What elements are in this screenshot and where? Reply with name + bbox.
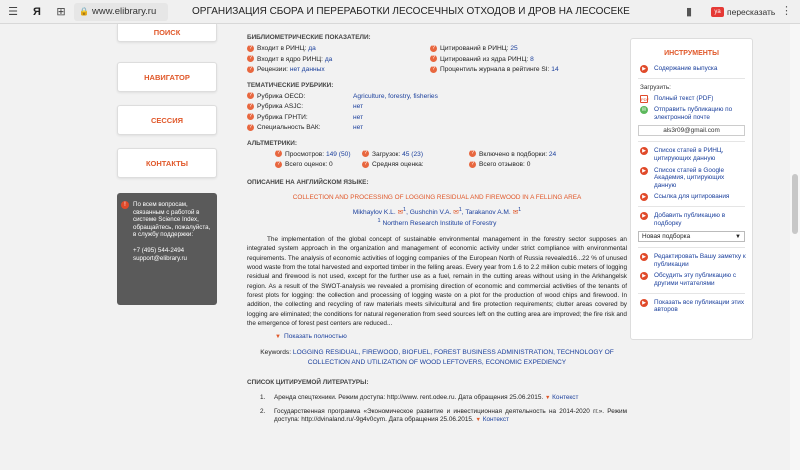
send-email-link[interactable] <box>631 106 752 121</box>
left-nav <box>117 24 217 191</box>
help-icon[interactable]: ? <box>248 55 253 62</box>
tools-panel <box>630 38 753 340</box>
download-label: Загрузить: <box>640 83 671 91</box>
page-title: ОРГАНИЗАЦИЯ СБОРА И ПЕРЕРАБОТКИ ЛЕСОСЕЧНЫХ ОТХОДОВ И ДРОВ НА ЛЕСОСЕКЕ <box>192 6 630 17</box>
full-text-link[interactable] <box>631 95 752 103</box>
help-icon[interactable]: ? <box>248 113 253 120</box>
browser-toolbar <box>0 0 800 24</box>
help-icon[interactable]: ? <box>431 44 436 51</box>
arrow-right-icon: ▶ <box>640 167 648 175</box>
arrow-right-icon: ▶ <box>640 193 648 201</box>
arrow-right-icon: ▶ <box>640 65 648 73</box>
arrow-right-icon: ▶ <box>640 212 648 220</box>
views-value[interactable]: 149 (50) <box>325 150 351 158</box>
divider <box>638 293 745 294</box>
arrow-right-icon: ▶ <box>640 253 648 261</box>
author-link[interactable]: Tarakanov A.M. <box>465 208 511 216</box>
ref-item <box>247 408 627 425</box>
help-icon[interactable]: ? <box>276 160 281 167</box>
help-icon[interactable]: ? <box>248 44 253 51</box>
divider <box>638 247 745 248</box>
refs-list <box>247 394 627 425</box>
collection-select-value: Новая подборка <box>642 233 691 241</box>
help-icon[interactable]: ? <box>248 102 253 109</box>
send-label: Отправить публикацию по электронной почте <box>654 106 733 121</box>
show-all-link[interactable] <box>631 299 752 314</box>
rinc-label: Входит в РИНЦ: <box>257 45 307 52</box>
email-icon[interactable]: ✉ <box>512 208 519 216</box>
cite-label: Ссылка для цитирования <box>654 193 730 201</box>
divider <box>638 141 745 142</box>
reviews-label: Рецензии: <box>257 66 289 73</box>
yandex-logo-icon[interactable]: Я <box>33 6 41 18</box>
aff-num: 1 <box>377 217 381 224</box>
divider <box>638 206 745 207</box>
email-input[interactable]: als3r09@gmail.com <box>638 125 745 136</box>
nav-session-button[interactable]: СЕССИЯ <box>117 105 217 135</box>
address-bar[interactable] <box>74 3 168 21</box>
info-icon: ! <box>121 201 129 209</box>
aff-num: 1 <box>518 206 522 213</box>
downloads-label: Загрузок: <box>372 150 401 158</box>
avg-label: Средняя оценка: <box>372 161 424 168</box>
main-content <box>247 24 627 425</box>
nav-search-button[interactable]: ПОИСК <box>117 24 217 42</box>
edit-note-label: Редактировать Вашу заметку к публикации <box>654 253 746 268</box>
support-info-box <box>117 193 217 305</box>
reviews-total-label: Всего отзывов: <box>479 161 525 168</box>
institution <box>247 218 627 227</box>
support-text: По всем вопросам, связанным с работой в системе Science Index, обращайтесь, пожалуйста, в службу поддержки: <box>133 201 211 239</box>
rubrics-title: ТЕМАТИЧЕСКИЕ РУБРИКИ: <box>247 81 334 89</box>
help-icon[interactable]: ? <box>363 150 368 157</box>
ref-num: 1. <box>260 394 266 402</box>
ref-num: 2. <box>260 407 266 415</box>
rinc-value[interactable]: да <box>308 45 316 52</box>
institution-link[interactable]: Northern Research Institute of Forestry <box>382 219 497 227</box>
cite-link[interactable] <box>631 193 752 201</box>
support-email[interactable]: support@elibrary.ru <box>133 254 187 262</box>
triangle-down-icon: ▼ <box>475 417 481 424</box>
oecd-value[interactable]: Agriculture, forestry, fisheries <box>353 92 438 100</box>
help-icon[interactable]: ? <box>276 150 281 157</box>
toc-label: Содержание выпуска <box>654 65 718 72</box>
pdf-icon: PDF <box>641 96 649 102</box>
cit-rinc-label: Цитирований в РИНЦ: <box>440 45 509 52</box>
email-icon[interactable]: ✉ <box>397 208 404 216</box>
help-icon[interactable]: ? <box>470 150 475 157</box>
abstract: The implementation of the global concept of sustainable environmental management in the forestry sector supposes an integrated system approach in the organization and management of economic activity under strict compliance with environmental requirements. The analysis of economic activities of logging companies of the European North of Russia revealed16...22 % of unused wood waste from the total harvested and exported timber in the felling areas. Every year from 1.6 to 2.2 million cubic meters of logging residual and firewood is not used, except for the further use as a fuel, remain in the cutting areas without using in the Arkhangelsk region. As a result of the SWOT-analysis we revealed a promising direction of economic and commercial activities of the tenants of forest plots for logging: the collection and processing of logging waste on a plot for the production of wood chips and firewood. In addition, the collecting and recycling of raw materials meets silvicultural and fire protection requirements; clutter areas covered by logging are eliminated; the conditions for natural regeneration from seed sources left on the cutting area are improved; the fire risk and the emergence of forest pest centers are reduced... <box>247 235 627 327</box>
english-title: ОПИСАНИЕ НА АНГЛИЙСКОМ ЯЗЫКЕ: <box>247 178 369 186</box>
core-value[interactable]: да <box>324 55 333 63</box>
nav-contacts-button[interactable]: КОНТАКТЫ <box>117 148 217 178</box>
show-all-label: Показать все публикации этих авторов <box>654 298 745 314</box>
cit-core-value[interactable]: 8 <box>530 55 534 63</box>
help-icon[interactable]: ? <box>248 123 253 130</box>
ratings-value: 0 <box>329 161 333 168</box>
show-full-link[interactable] <box>247 333 627 340</box>
percentile-value[interactable]: 14 <box>551 66 559 73</box>
help-icon[interactable]: ? <box>431 65 436 72</box>
reviews-value[interactable]: нет данных <box>289 66 325 73</box>
discuss-label: Обсудить эту публикацию с другими читателями <box>654 272 737 287</box>
page-scrollbar[interactable] <box>790 24 800 470</box>
altmetrics-title: АЛЬТМЕТРИКИ: <box>247 139 297 147</box>
triangle-down-icon: ▼ <box>275 334 281 341</box>
vak-value[interactable]: нет <box>353 124 364 131</box>
keywords-label: Keywords: <box>260 349 292 357</box>
ref-context-link[interactable]: Контекст <box>482 416 509 424</box>
bookmarks-icon[interactable]: ⊞ <box>56 6 66 18</box>
cit-core-label: Цитирований из ядра РИНЦ: <box>440 55 529 63</box>
menu-icon[interactable]: ☰ <box>8 6 18 18</box>
add-collection-label: Добавить публикацию в подборку <box>654 211 726 227</box>
help-icon[interactable]: ? <box>470 160 475 167</box>
lock-icon: 🔒 <box>79 7 89 16</box>
scrollbar-thumb[interactable] <box>792 174 798 234</box>
reviews-total-value: 0 <box>526 161 531 168</box>
downloads-value[interactable]: 45 (23) <box>402 150 424 158</box>
cit-rinc-list-label: Список статей в РИНЦ, цитирующих данную <box>654 147 724 162</box>
email-icon[interactable]: ✉ <box>453 208 459 216</box>
ref-context-link[interactable]: Контекст <box>552 394 579 402</box>
arrow-right-icon: ▶ <box>640 299 648 307</box>
keywords <box>247 348 627 367</box>
ref-item <box>247 394 627 403</box>
tools-title: ИНСТРУМЕНТЫ <box>664 50 719 57</box>
ref-text: Аренда спецтехники. Режим доступа: http://www. rent.odee.ru. Дата обращения 25.06.2015. <box>274 394 544 402</box>
mail-icon: ✉ <box>641 107 647 114</box>
nav-navigator-button[interactable]: НАВИГАТОР <box>117 62 217 92</box>
refs-title: СПИСОК ЦИТИРУЕМОЙ ЛИТЕРАТУРЫ: <box>247 379 369 387</box>
oecd-label: Рубрика OECD: <box>257 92 306 100</box>
arrow-right-icon: ▶ <box>640 147 648 155</box>
triangle-down-icon: ▼ <box>544 395 551 402</box>
toc-link[interactable] <box>631 65 752 73</box>
cit-rinc-value[interactable]: 25 <box>510 45 518 52</box>
full-text-label: Полный текст (PDF) <box>654 94 714 102</box>
grnti-value[interactable]: нет <box>353 113 364 121</box>
help-icon[interactable]: ? <box>248 65 253 72</box>
help-icon[interactable]: ? <box>363 160 368 167</box>
author-link[interactable]: Gushchin V.A. <box>409 208 452 216</box>
aff-num: 1 <box>458 206 462 213</box>
divider <box>638 78 745 79</box>
aff-num: 1 <box>403 206 407 213</box>
biblio-title: БИБЛИОМЕТРИЧЕСКИЕ ПОКАЗАТЕЛИ: <box>247 34 371 41</box>
views-label: Просмотров: <box>285 150 325 158</box>
more-icon[interactable]: ⋮ <box>781 5 792 17</box>
bookmark-icon[interactable]: ▮ <box>686 6 693 18</box>
cit-google-list-label: Список статей в Google Академия, цитирующих данную <box>654 166 725 189</box>
author-link[interactable]: Mikhaylov K.L. <box>352 208 396 216</box>
cit-rinc-link[interactable] <box>631 147 752 162</box>
chevron-down-icon: ▼ <box>735 234 741 241</box>
url-text: www.elibrary.ru <box>92 6 157 17</box>
discuss-link[interactable] <box>631 272 752 287</box>
help-icon[interactable]: ? <box>248 92 253 99</box>
arrow-right-icon: ▶ <box>640 272 648 280</box>
add-collection-link[interactable] <box>631 212 752 227</box>
show-full-label: Показать полностью <box>283 333 347 341</box>
collections-value[interactable]: 24 <box>548 150 557 158</box>
support-phone: +7 (495) 544-2494 <box>133 246 185 254</box>
authors-list: Mikhaylov K.L. ✉$^1$, Gushchin V.A. ✉$^1$, Tarakanov A.M. ✉$^1$ <box>352 206 522 216</box>
keywords-list[interactable]: LOGGING RESIDUAL, FIREWOOD, BIOFUEL, FOREST BUSINESS ADMINISTRATION, TECHNOLOGY OF COLLECTION AND UTILIZATION OF WOOD LEFTOVERS, ECONOMIC EXPEDIENCY <box>292 349 614 366</box>
ratings-label: Всего оценок: <box>285 161 328 168</box>
grnti-label: Рубрика ГРНТИ: <box>257 113 308 121</box>
collection-select[interactable] <box>638 231 745 242</box>
share-button[interactable] <box>711 4 775 20</box>
help-icon[interactable]: ? <box>431 55 436 62</box>
cit-google-link[interactable] <box>631 167 752 190</box>
vak-label: Специальность ВАК: <box>257 124 321 131</box>
edit-note-link[interactable] <box>631 253 752 268</box>
percentile-label: Процентиль журнала в рейтинге SI: <box>440 66 550 73</box>
ref-text: Государственная программа «Экономическое развитие и инвестиционная деятельность на 2014-2020 гг.». Режим доступа: http://dvinaland.ru/-9g4v0cym. Дата обращения 25.06.2015. <box>274 407 627 424</box>
asjc-label: Рубрика ASJC: <box>257 103 304 110</box>
article-english-title: COLLECTION AND PROCESSING OF LOGGING RESIDUAL AND FIREWOOD IN A FELLING AREA <box>292 193 582 201</box>
share-label: пересказать <box>727 7 776 17</box>
share-badge-icon: ya <box>711 7 724 17</box>
collections-label: Включено в подборки: <box>479 150 548 158</box>
core-label: Входит в ядро РИНЦ: <box>257 55 323 63</box>
asjc-value[interactable]: нет <box>353 103 364 110</box>
